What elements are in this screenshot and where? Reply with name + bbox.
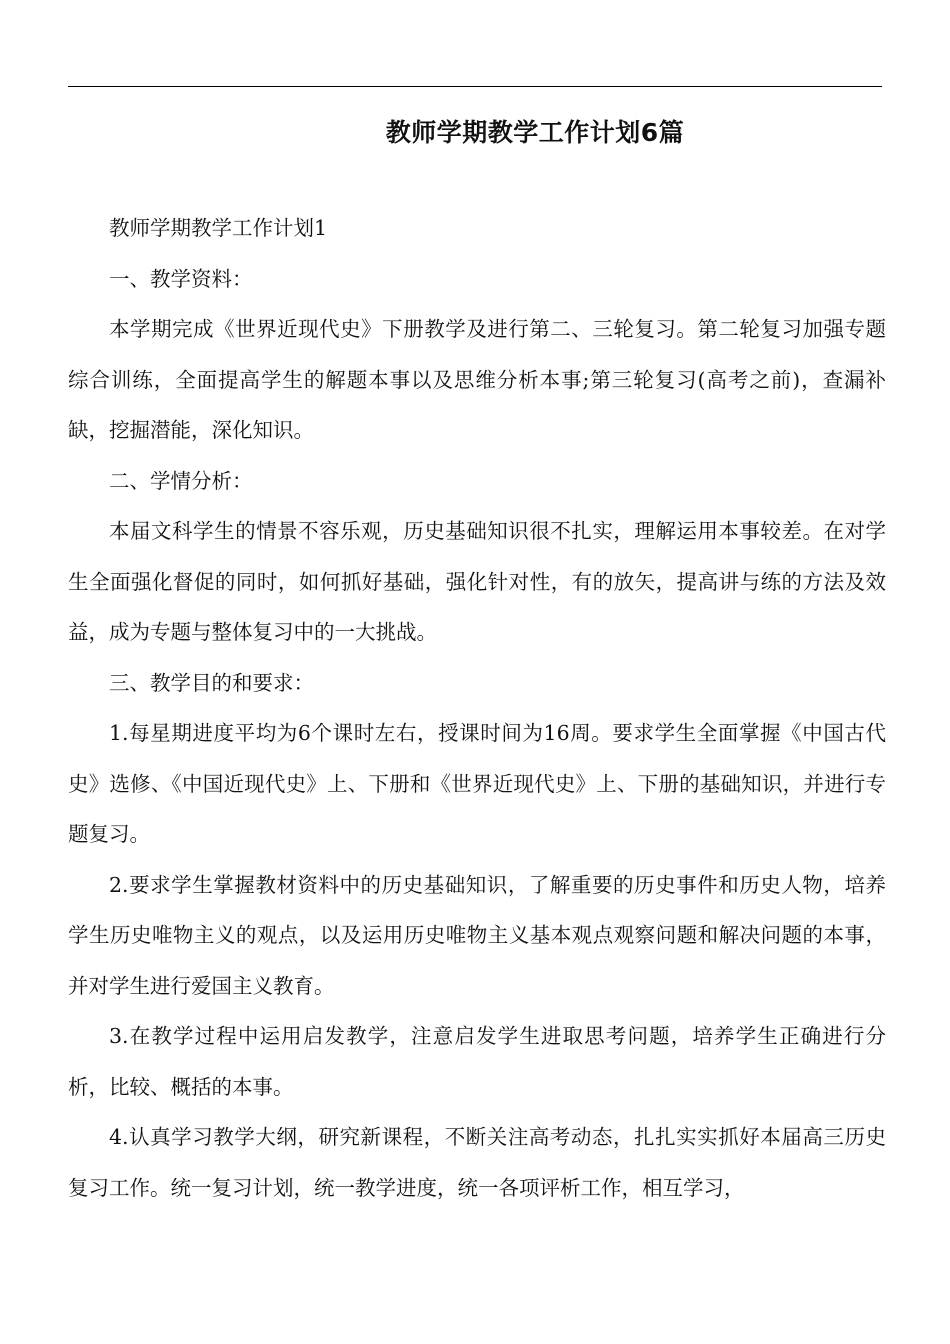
heading-student-analysis: 二、学情分析： — [109, 468, 253, 493]
paragraph-teaching-materials: 本学期完成《世界近现代史》下册教学及进行第二、三轮复习。第二轮复习加强专题综合训练，全面提高学生的解题本事以及思维分析本事;第三轮复习(高考之前)，查漏补缺，挖掘潜能，深化知识。 — [68, 317, 886, 442]
paragraph-goal-2: 2.要求学生掌握教材资料中的历史基础知识，了解重要的历史事件和历史人物，培养学生历史唯物主义的观点，以及运用历史唯物主义基本观点观察问题和解决问题的本事，并对学生进行爱国主义教育。 — [68, 872, 886, 998]
heading-teaching-materials: 一、教学资料： — [109, 266, 253, 291]
paragraph-goal-3: 3.在教学过程中运用启发教学，注意启发学生进取思考问题，培养学生正确进行分析，比较、概括的本事。 — [68, 1024, 886, 1099]
paragraph-goal-4: 4.认真学习教学大纲，研究新课程，不断关注高考动态，扎扎实实抓好本届高三历史复习工作。统一复习计划，统一教学进度，统一各项评析工作，相互学习， — [68, 1125, 886, 1200]
section-heading-plan-1: 教师学期教学工作计划1 — [109, 216, 328, 240]
paragraph-student-analysis: 本届文科学生的情景不容乐观，历史基础知识很不扎实，理解运用本事较差。在对学生全面强化督促的同时，如何抓好基础，强化针对性，有的放矢，提高讲与练的方法及效益，成为专题与整体复习中的一大挑战。 — [68, 519, 886, 644]
document-body — [68, 203, 886, 1213]
heading-goals-requirements: 三、教学目的和要求： — [109, 670, 314, 695]
header-rule — [68, 86, 882, 87]
paragraph-goal-1: 1.每星期进度平均为6个课时左右，授课时间为16周。要求学生全面掌握《中国古代史》选修、《中国近现代史》上、下册和《世界近现代史》上、下册的基础知识，并进行专题复习。 — [68, 721, 886, 846]
document-title: 教师学期教学工作计划6篇 — [385, 117, 685, 147]
